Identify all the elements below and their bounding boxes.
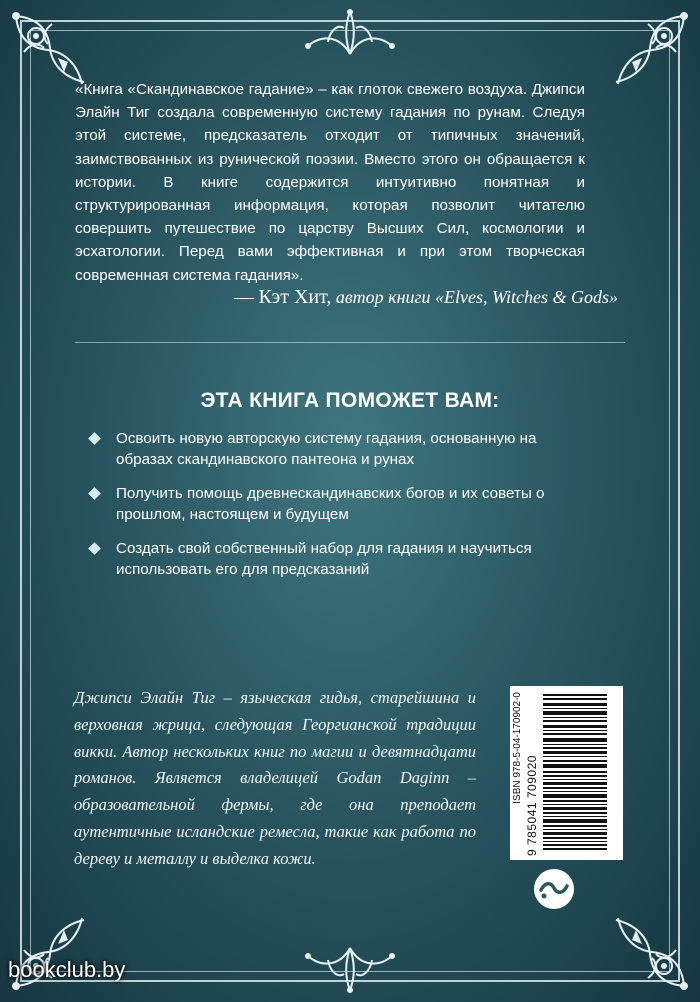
ornament-bottom-center — [300, 942, 400, 996]
benefit-text: Создать свой собственный набор для гадания и научиться использовать его для предсказаний — [116, 540, 532, 578]
benefit-text: Получить помощь древнескандинавских богов и их советы о прошлом, настоящем и будущем — [116, 485, 545, 523]
publisher-logo — [533, 868, 575, 915]
diamond-icon — [88, 432, 101, 445]
ornament-top-center — [300, 6, 400, 60]
benefits-heading: ЭТА КНИГА ПОМОЖЕТ ВАМ: — [200, 389, 500, 412]
attribution-dash: — — [234, 286, 255, 308]
attribution-source: автор книги «Elves, Witches & Gods» — [335, 287, 618, 307]
barcode-bars — [543, 694, 607, 852]
floral-ornament-icon — [300, 6, 400, 60]
list-item — [88, 538, 568, 580]
diamond-icon — [88, 542, 101, 555]
site-watermark: bookclub.by — [8, 957, 126, 982]
benefit-text: Освоить новую авторскую систему гадания, основанную на образах скандинавского пантеона и рунах — [116, 430, 537, 468]
diamond-icon — [88, 487, 101, 500]
floral-ornament-icon — [608, 910, 692, 994]
isbn-number: ISBN 978-5-04-170902-0 — [512, 692, 523, 804]
ornament-top-right — [608, 8, 692, 92]
author-bio: Джипси Элайн Тиг – языческая гидья, старейшина и верховная жрица, следующая Георгианской традиции викки. Автор нескольких книг по магии и девятнадцати романов. Является владелицей Godan Daginn – образовательной фермы, где она преподает аутентичные исландские ремесла, такие как работа по дереву и металлу и выделка кожи. — [74, 688, 476, 868]
publisher-wave-logo — [533, 868, 575, 910]
review-quote: «Книга «Скандинавское гадание» – как глоток свежего воздуха. Джипси Элайн Тиг создала современную систему гадания по рунам. Следуя этой системе, предсказатель отходит от типичных значений, заимствованных из рунической поэзии. Вместо этого он обращается к истории. В книге содержится интуитивно понятная и структурированная информация, которая позволит читателю совершить путешествие по царству Высших Сил, космологии и эсхатологии. Перед вами эффективная и при этом творческая современная система гадания». — [75, 81, 585, 284]
list-item — [88, 428, 568, 470]
section-divider — [75, 342, 625, 343]
floral-ornament-icon — [608, 8, 692, 92]
ornament-bottom-right — [608, 910, 692, 994]
benefits-list — [88, 428, 568, 593]
barcode-digits: 9 785041 709020 — [525, 755, 539, 856]
quote-attribution — [234, 286, 618, 309]
isbn-barcode — [510, 686, 623, 860]
list-item — [88, 483, 568, 525]
floral-ornament-icon — [300, 942, 400, 996]
attribution-author: Кэт Хит, — [258, 286, 332, 308]
